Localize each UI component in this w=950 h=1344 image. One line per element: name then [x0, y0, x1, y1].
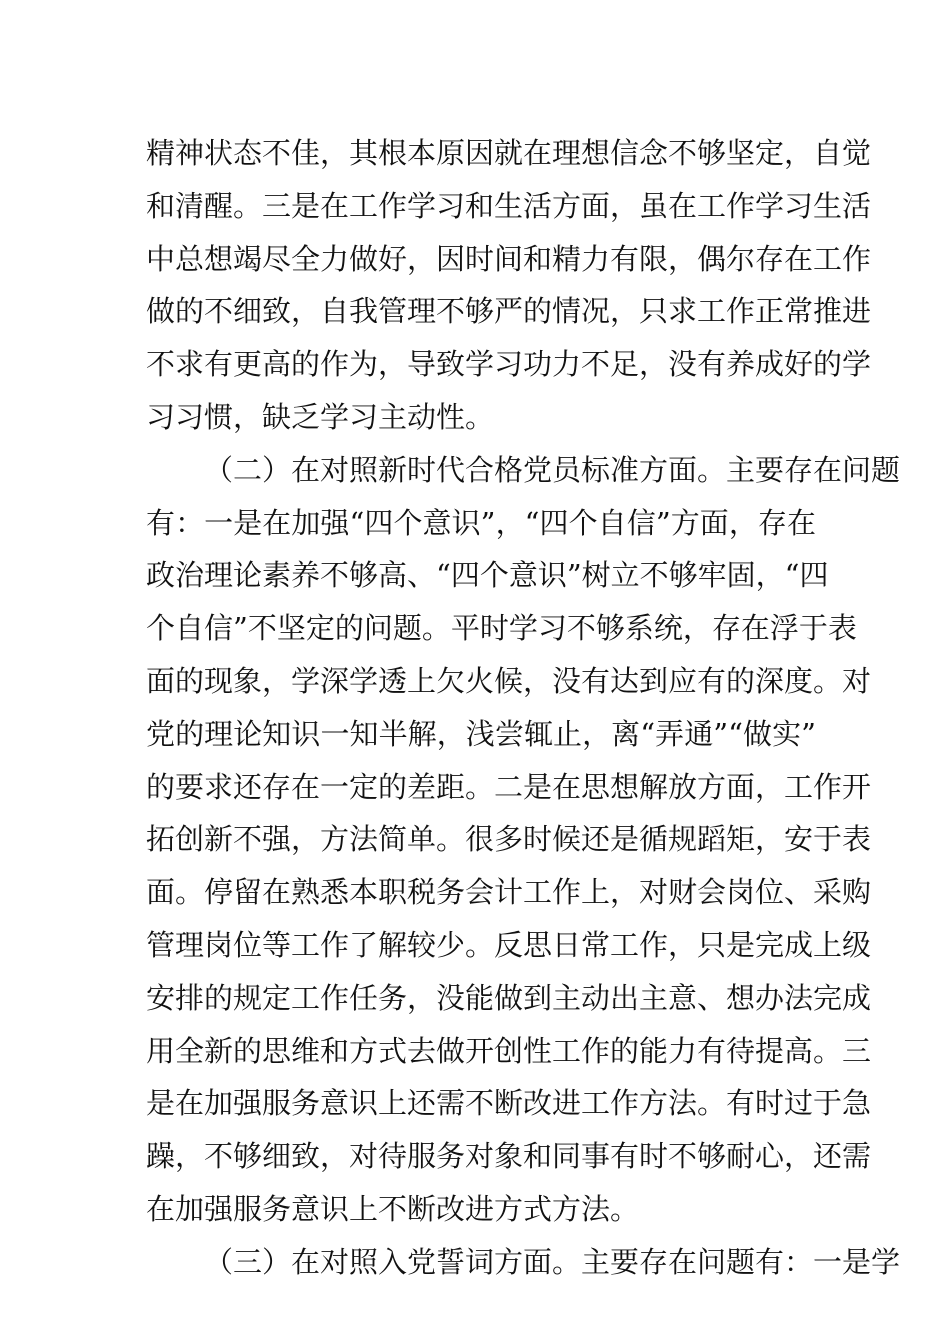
- text-line: 拓创新不强，方法简单。很多时候还是循规蹈矩，安于表: [146, 822, 872, 857]
- text-line: 和清醒。三是在工作学习和生活方面，虽在工作学习生活: [146, 188, 872, 223]
- text-line: 做的不细致，自我管理不够严的情况，只求工作正常推进: [146, 294, 872, 329]
- text-line: 政治理论素养不够高、“四个意识”树立不够牢固，“四: [146, 558, 829, 593]
- text-line: 是在加强服务意识上还需不断改进工作方法。有时过于急: [146, 1086, 872, 1121]
- text-line: 用全新的思维和方式去做开创性工作的能力有待提高。三: [146, 1033, 872, 1068]
- text-line: 个自信”不坚定的问题。平时学习不够系统，存在浮于表: [146, 611, 857, 646]
- text-line: 精神状态不佳，其根本原因就在理想信念不够坚定，自觉: [146, 136, 872, 170]
- text-line: 有：一是在加强“四个意识”，“四个自信”方面，存在: [146, 505, 816, 540]
- text-line: 躁，不够细致，对待服务对象和同事有时不够耐心，还需: [146, 1139, 872, 1174]
- text-line: 在加强服务意识上不断改进方式方法。: [146, 1191, 640, 1226]
- text-line: 的要求还存在一定的差距。二是在思想解放方面，工作开: [146, 769, 872, 804]
- text-line: 面的现象，学深学透上欠火候，没有达到应有的深度。对: [146, 663, 872, 698]
- section-heading-line: （二）在对照新时代合格党员标准方面。主要存在问题: [204, 452, 901, 487]
- text-line: 不求有更高的作为，导致学习功力不足，没有养成好的学: [146, 347, 872, 382]
- text-line: 管理岗位等工作了解较少。反思日常工作，只是完成上级: [146, 927, 872, 962]
- text-line: 习习惯，缺乏学习主动性。: [146, 399, 495, 434]
- section-heading-line: （三）在对照入党誓词方面。主要存在问题有：一是学: [204, 1244, 901, 1279]
- text-line: 面。停留在熟悉本职税务会计工作上，对财会岗位、采购: [146, 875, 872, 910]
- body-text: [146, 127, 901, 1289]
- text-line: 党的理论知识一知半解，浅尝辄止，离“弄通”“做实”: [146, 716, 816, 751]
- text-line: 中总想竭尽全力做好，因时间和精力有限，偶尔存在工作: [146, 241, 872, 276]
- text-line: 安排的规定工作任务，没能做到主动出主意、想办法完成: [146, 980, 872, 1015]
